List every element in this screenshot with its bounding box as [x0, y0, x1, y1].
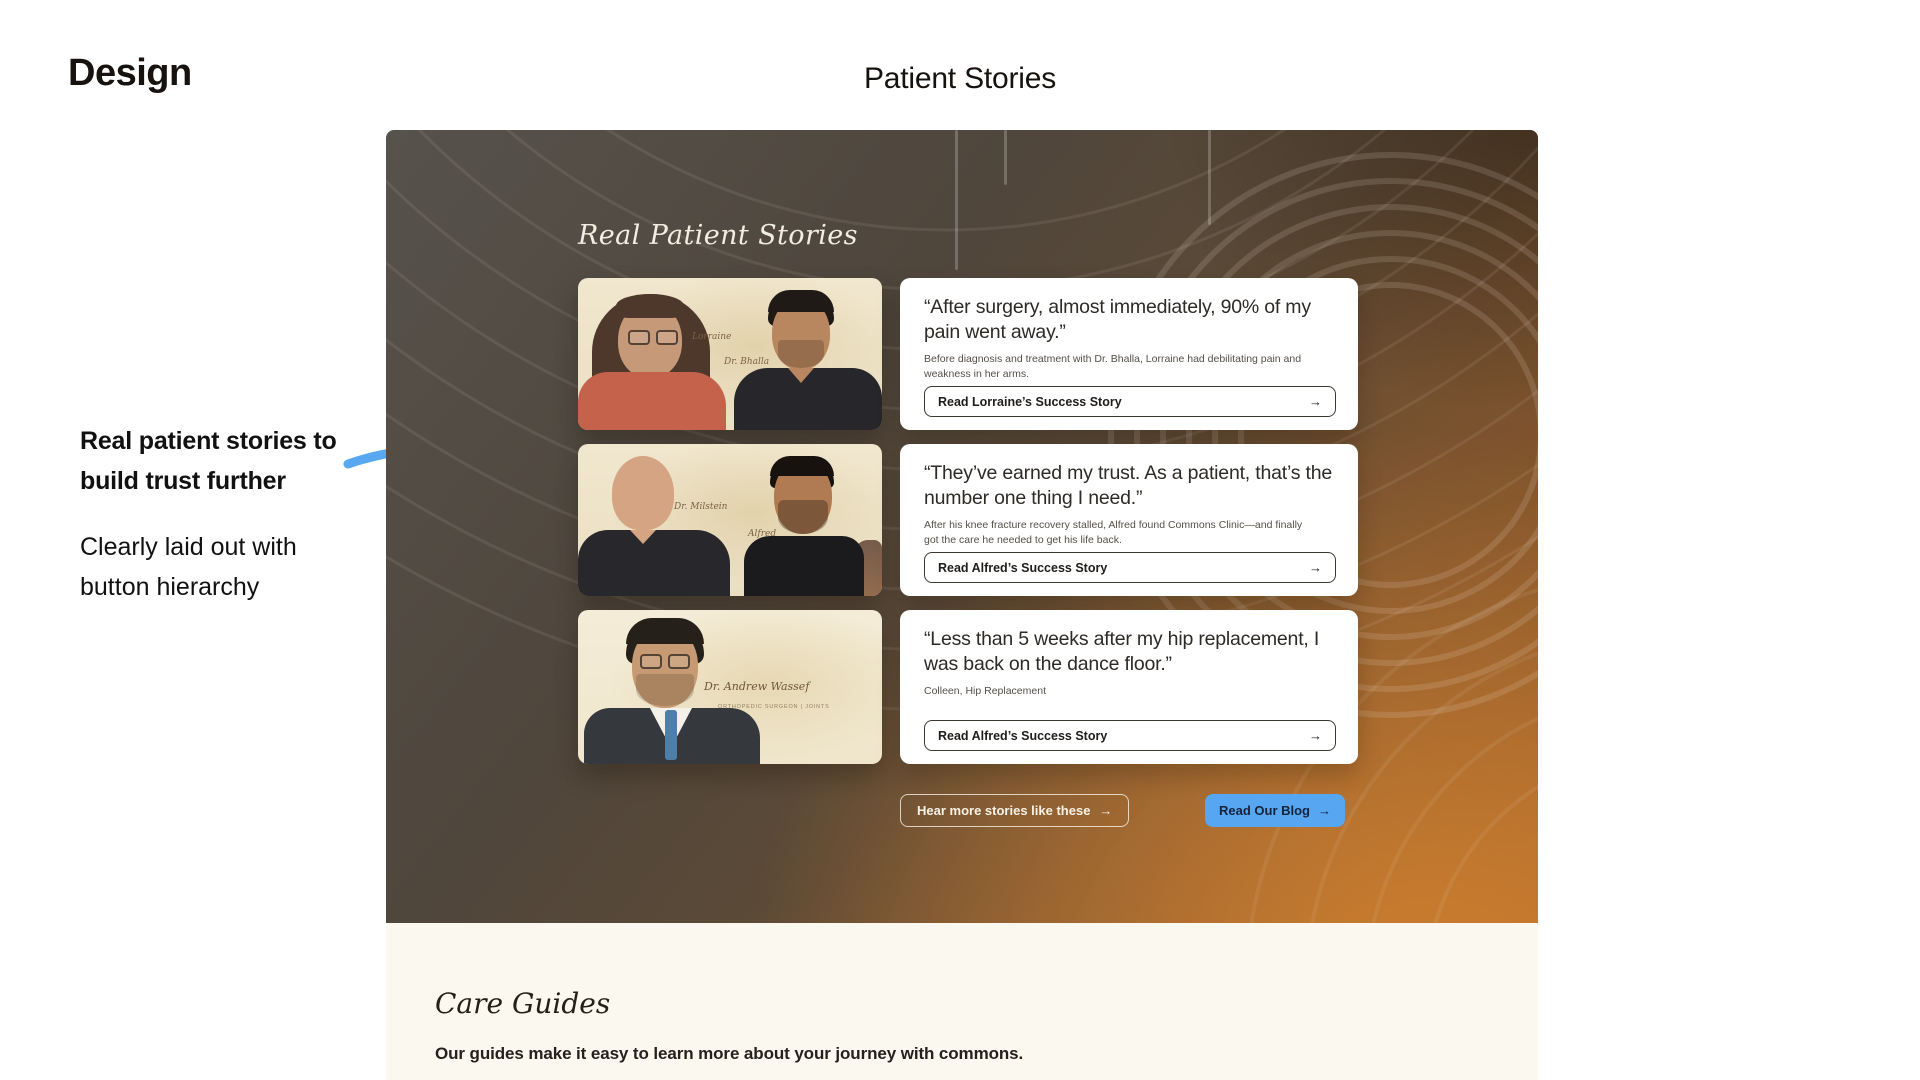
- read-story-label: Read Alfred’s Success Story: [938, 560, 1108, 575]
- quote-detail: After his knee fracture recovery stalled, Alfred found Commons Clinic—and finally got the care he needed to get his life back.: [924, 519, 1303, 546]
- quote-card: [900, 444, 1358, 596]
- read-story-button[interactable]: [924, 720, 1336, 751]
- read-our-blog-label: Read Our Blog: [1218, 803, 1310, 818]
- wassef-glasses: [640, 654, 690, 668]
- photo-wassef: [578, 610, 882, 764]
- photo-lorraine-bhalla: [578, 278, 882, 430]
- quote-card: [900, 278, 1358, 430]
- arrow-right-icon: →: [1309, 560, 1322, 575]
- care-guides-section: [386, 923, 1538, 1080]
- arrow-right-icon: →: [1318, 803, 1331, 818]
- read-story-label: Read Alfred’s Success Story: [938, 728, 1108, 743]
- arrow-right-icon: →: [1099, 803, 1113, 818]
- photo-milstein-alfred: [578, 444, 882, 596]
- read-story-button[interactable]: [924, 386, 1336, 417]
- photo-caption-wassef-name: Dr. Andrew Wassef: [704, 680, 810, 693]
- quote-text: “After surgery, almost immediately, 90% of my pain went away.”: [924, 296, 1311, 343]
- slide-subtitle: Patient Stories: [863, 62, 1057, 95]
- read-story-button[interactable]: [924, 552, 1336, 583]
- page-title: Design: [68, 52, 192, 94]
- photo-caption-alfred: Alfred: [748, 529, 777, 539]
- read-story-label: Read Lorraine’s Success Story: [938, 394, 1122, 409]
- lorraine-glasses: [628, 330, 678, 344]
- section-title: Real Patient Stories: [578, 220, 858, 251]
- quote-text: “Less than 5 weeks after my hip replacement, I was back on the dance floor.”: [924, 628, 1320, 675]
- milstein-figure: [612, 456, 674, 530]
- hear-more-stories-button[interactable]: [900, 794, 1129, 827]
- patient-stories-section: [386, 130, 1538, 923]
- arrow-right-icon: →: [1309, 728, 1322, 743]
- stories-footer-buttons: [900, 794, 1358, 827]
- quote-card: [900, 610, 1358, 764]
- arrow-right-icon: →: [1309, 394, 1322, 409]
- photo-caption-wassef-title: ORTHOPEDIC SURGEON | JOINTS: [718, 704, 830, 710]
- quote-detail: Before diagnosis and treatment with Dr. Bhalla, Lorraine had debilitating pain and weakness in her arms.: [924, 353, 1302, 380]
- care-guides-body: Our guides make it easy to learn more about your journey with commons.: [435, 1044, 1024, 1063]
- photo-caption-lorraine: Lorraine: [692, 332, 732, 342]
- quote-detail: Colleen, Hip Replacement: [924, 685, 1046, 698]
- read-our-blog-button[interactable]: [1205, 794, 1345, 827]
- annotation-trust-note: Real patient stories to build trust further: [80, 427, 337, 495]
- story-row: [578, 278, 1358, 430]
- hear-more-stories-label: Hear more stories like these: [917, 803, 1091, 818]
- photo-caption-milstein: Dr. Milstein: [674, 502, 728, 512]
- stories-list: [578, 278, 1358, 764]
- care-guides-title: Care Guides: [435, 987, 611, 1020]
- story-row: [578, 610, 1358, 764]
- quote-text: “They’ve earned my trust. As a patient, that’s the number one thing I need.”: [924, 462, 1333, 509]
- story-row: [578, 444, 1358, 596]
- annotation-hierarchy-note: Clearly laid out with button hierarchy: [80, 533, 297, 601]
- photo-caption-bhalla: Dr. Bhalla: [724, 357, 770, 367]
- design-mockup: [386, 130, 1538, 1080]
